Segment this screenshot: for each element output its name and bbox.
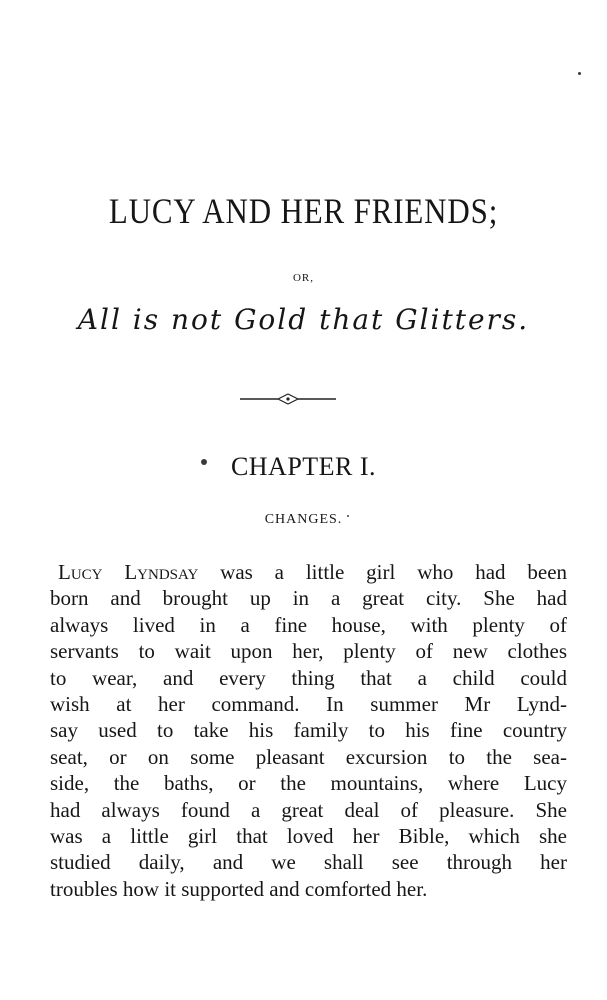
ornament-divider: [238, 392, 338, 406]
text-line: had always found a great deal of pleasure. She: [50, 797, 567, 822]
chapter-title: CHANGES.: [264, 512, 343, 527]
text-line: [50, 559, 567, 585]
text-line: was a little girl that loved her Bible, which she: [50, 823, 567, 848]
name-lucy: Lucy: [58, 560, 103, 584]
chapter-heading: CHAPTER I.: [230, 452, 377, 481]
title-connector: OR,: [292, 272, 315, 284]
text-line: seat, or on some pleasant excursion to the sea-: [50, 744, 567, 769]
book-title: LUCY AND HER FRIENDS;: [108, 191, 499, 231]
name-lyndsay: Lyndsay: [124, 560, 199, 584]
ink-speck: [578, 72, 581, 75]
text-line: side, the baths, or the mountains, where Lucy: [50, 771, 567, 796]
text-line: to wear, and every thing that a child could: [50, 665, 567, 690]
text-line: servants to wait upon her, plenty of new clothes: [50, 639, 567, 664]
chapter-text: [50, 559, 567, 902]
text-line: troubles how it supported and comforted her.: [50, 876, 428, 901]
text-line: always lived in a fine house, with plenty of: [50, 612, 567, 637]
text-line: born and brought up in a great city. She had: [50, 586, 567, 611]
text-line-rest: was a little girl who had been: [198, 560, 568, 584]
book-subtitle: All is not Gold that Glitters.: [77, 303, 530, 336]
text-line: say used to take his family to his fine country: [50, 718, 567, 743]
text-line: wish at her command. In summer Mr Lynd-: [50, 691, 567, 716]
text-line: studied daily, and we shall see through her: [50, 850, 567, 875]
